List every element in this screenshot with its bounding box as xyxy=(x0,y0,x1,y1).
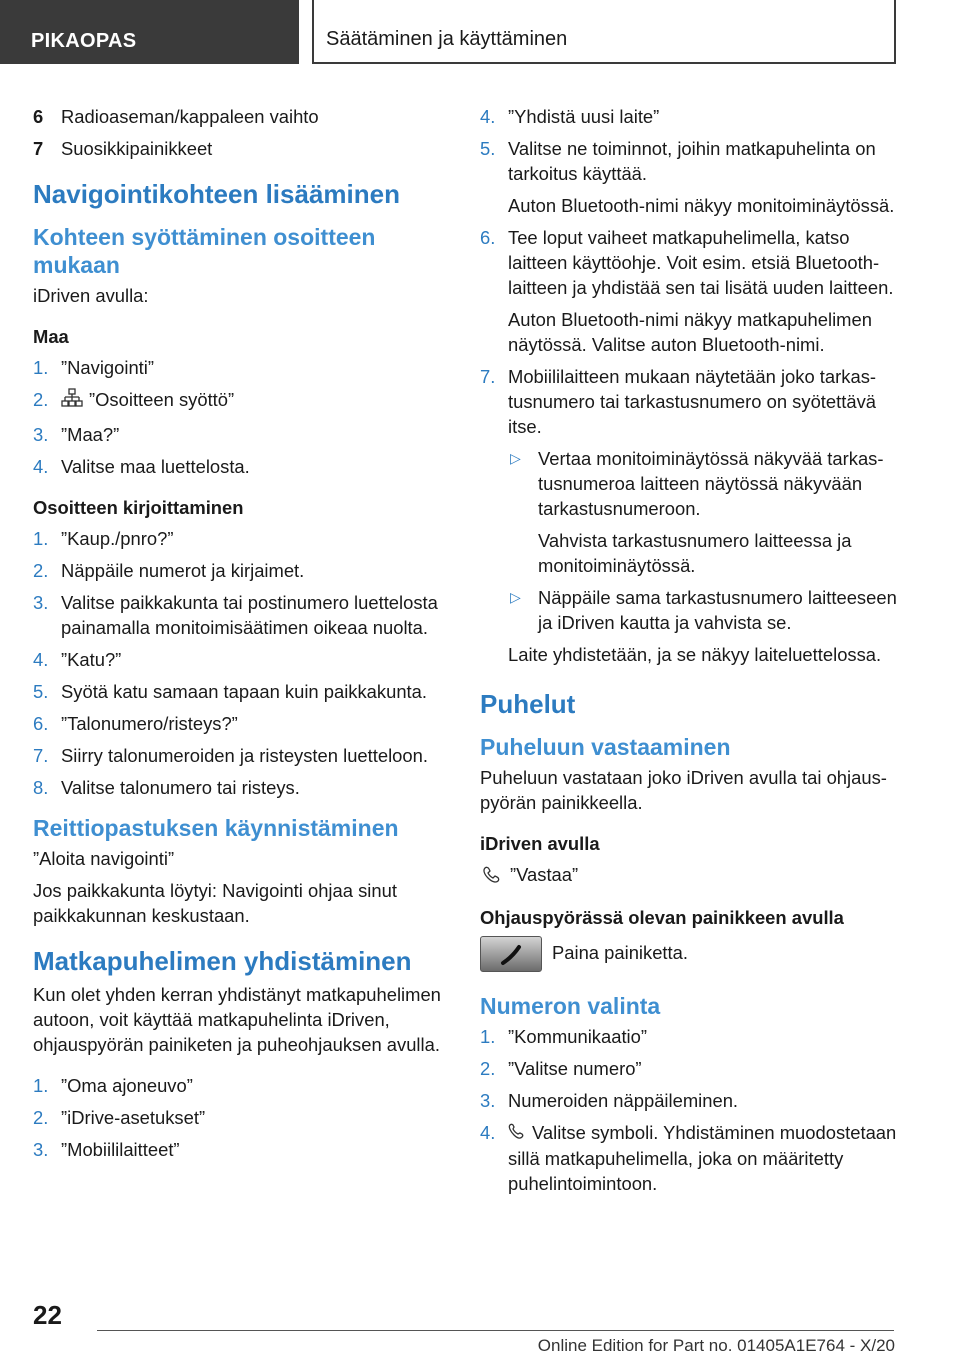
list-item: 2. ”Valitse numero” xyxy=(480,1057,642,1079)
list-item: 5. Valitse ne toiminnot, joihin matkapuhelinta on tarkoitus käyttää. xyxy=(480,138,876,184)
footer-divider xyxy=(97,1330,894,1331)
list-item: 3. Numeroiden näppäileminen. xyxy=(480,1089,739,1111)
heading-phone-connect: Matkapuhelimen yhdistäminen xyxy=(33,946,412,977)
list-item: 7. Mobiililaitteen mukaan näytetään joko tarkastusnumero tai tarkastusnumero on syötettävä itse. xyxy=(480,366,877,437)
list-item: 4. Valitse symboli. Yhdistäminen muodostetaan sillä matkapuhelimella, joka on määritetty puhelintoimintoon. xyxy=(480,1121,897,1195)
paragraph: Puheluun vastataan joko iDriven avulla tai ohjauspyörän painikkeella. xyxy=(480,767,887,813)
answer-row: ”Vastaa” xyxy=(480,862,900,889)
list-item: 1. ”Kaup./pnro?” xyxy=(33,528,174,550)
list-item: 3. ”Mobiililaitteet” xyxy=(33,1139,180,1161)
list-item: 1. ”Kommunikaatio” xyxy=(480,1025,647,1047)
sub-list-item: ▷ Näppäile sama tarkastusnumero laitteeseen ja iDriven kautta ja vahvista se. xyxy=(510,587,897,633)
steering-wheel-phone-button-icon xyxy=(480,936,542,972)
list-item: 1. ”Oma ajoneuvo” xyxy=(33,1075,193,1097)
list-item: 4. Valitse maa luettelosta. xyxy=(33,456,250,478)
left-column xyxy=(33,104,453,1169)
triangle-bullet-icon: ▷ xyxy=(510,589,521,605)
list-item: 7 Suosikkipainikkeet xyxy=(33,138,213,159)
right-column xyxy=(480,104,900,1203)
handset-icon xyxy=(508,1121,526,1146)
header-section: PIKAOPAS xyxy=(0,0,299,64)
paragraph: Auton Bluetooth-nimi näkyy monitoiminäytössä. xyxy=(508,195,895,216)
paragraph: ”Aloita navigointi” xyxy=(33,848,175,870)
heading-country: Maa xyxy=(33,326,69,347)
list-item: 2. ”iDrive-asetukset” xyxy=(33,1107,206,1129)
heading-address: Kohteen syöttäminen osoitteen mukaan xyxy=(33,224,376,278)
list-item: 3. Valitse paikkakunta tai postinumero luettelosta painamalla monitoimisäätimen oikeaa nuolta. xyxy=(33,592,438,639)
footer-edition: Online Edition for Part no. 01405A1E764 - X/20 xyxy=(537,1336,895,1355)
list-item: 3. ”Maa?” xyxy=(33,424,120,446)
heading-write-address: Osoitteen kirjoittaminen xyxy=(33,497,244,519)
header-chapter: Säätäminen ja käyttäminen xyxy=(312,0,896,64)
list-item: 1. ”Navigointi” xyxy=(33,357,155,378)
heading-answer-call: Puheluun vastaaminen xyxy=(480,734,731,760)
paragraph: iDriven avulla: xyxy=(33,285,149,306)
list-item: 2. ”Osoitteen syöttö” xyxy=(33,387,453,415)
paragraph: Laite yhdistetään, ja se näkyy laiteluettelossa. xyxy=(508,644,882,665)
heading-calls: Puhelut xyxy=(480,689,576,719)
page-number: 22 xyxy=(33,1300,62,1330)
paragraph: Kun olet yhden kerran yhdistänyt matkapuhelimen autoon, voit käyttää matkapuhelinta iDriven, ohjauspyörän painiketen ja puheohjauksen avulla. xyxy=(33,984,441,1056)
heading-dial-number: Numeron valinta xyxy=(480,992,661,1019)
phone-icon xyxy=(482,864,504,889)
list-item: 6 Radioaseman/kappaleen vaihto xyxy=(33,106,319,127)
triangle-bullet-icon: ▷ xyxy=(510,450,521,466)
list-item: 5. Syötä katu samaan tapaan kuin paikkakunta. xyxy=(33,681,428,703)
heading-wheel-button: Ohjauspyörässä olevan painikkeen avulla xyxy=(480,906,844,928)
heading-start-guidance: Reittiopastuksen käynnistäminen xyxy=(33,815,399,842)
list-item: 2. Näppäile numerot ja kirjaimet. xyxy=(33,560,305,582)
list-item: 6. Tee loput vaiheet matkapuhelimella, katso laitteen käyttöohje. Voit esim. etsiä Bluetooth-laitteen ja yhdistää sen tai lisätä uuden laitteen. xyxy=(480,227,894,298)
paragraph: Vahvista tarkastusnumero laitteessa ja monitoiminäytössä. xyxy=(538,530,852,576)
list-item: 8. Valitse talonumero tai risteys. xyxy=(33,777,300,799)
paragraph: Jos paikkakunta löytyi: Navigointi ohjaa sinut paikkakunnan keskustaan. xyxy=(33,880,397,927)
paragraph: Auton Bluetooth-nimi näkyy matkapuhelimen näytössä. Valitse auton Bluetooth-nimi. xyxy=(508,309,872,355)
list-item: 7. Siirry talonumeroiden ja risteysten luetteloon. xyxy=(33,745,428,767)
press-row: Paina painiketta. xyxy=(480,936,900,972)
sub-list-item: ▷ Vertaa monitoiminäytössä näkyvää tarkastusnumeroa laitteen näytössä näkyvään tarkastusnumeroon. xyxy=(510,448,884,519)
address-entry-icon xyxy=(61,387,83,415)
list-item: 6. ”Talonumero/risteys?” xyxy=(33,713,238,735)
heading-idrive: iDriven avulla xyxy=(480,833,600,854)
list-item: 4. ”Yhdistä uusi laite” xyxy=(480,106,660,127)
list-item: 4. ”Katu?” xyxy=(33,649,122,671)
heading-navigation: Navigointikohteen lisääminen xyxy=(33,179,400,209)
